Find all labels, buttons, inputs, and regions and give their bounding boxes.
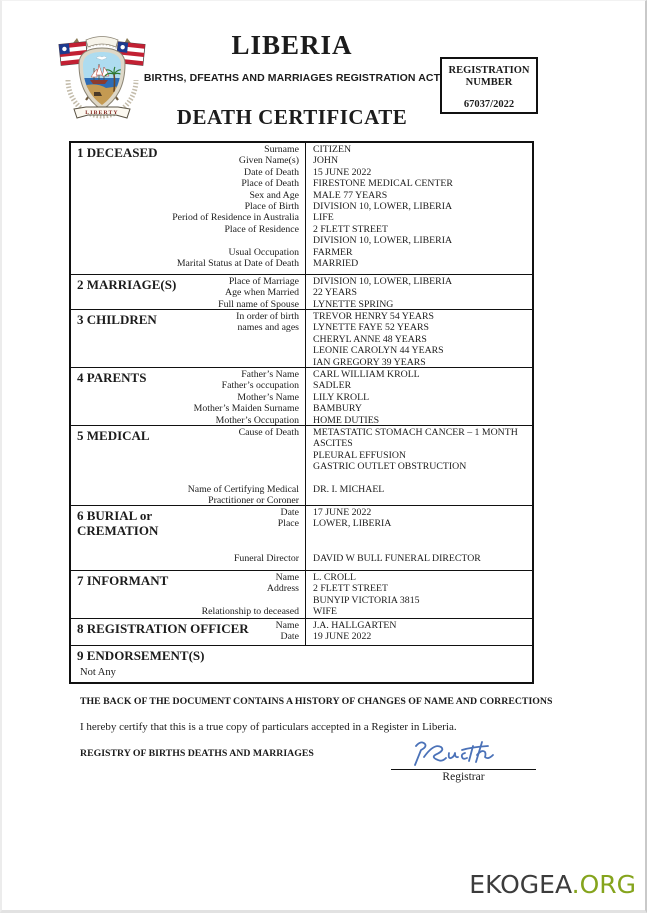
field-row (71, 495, 532, 506)
column-divider-line (305, 619, 306, 645)
field-value (305, 530, 532, 541)
field-label: Usual Occupation (228, 246, 299, 258)
emblem-motto: LIBERTY (85, 110, 119, 116)
field-value: MALE 77 YEARS (313, 189, 388, 201)
field-row (71, 235, 532, 246)
field-label: Place (277, 518, 299, 530)
section-title: 4 PARENTS (77, 370, 147, 385)
field-row (71, 212, 532, 223)
column-divider-line (305, 275, 306, 309)
field-label: Address (266, 583, 299, 595)
field-value: DAVID W BULL FUNERAL DIRECTOR (313, 552, 481, 564)
field-value: CARL WILLIAM KROLL (313, 369, 420, 380)
section-endorsements (71, 646, 532, 686)
section-medical (71, 426, 532, 506)
watermark-tld: .ORG (571, 870, 636, 899)
field-row (71, 178, 532, 189)
field-label: Place of Birth (244, 200, 299, 212)
field-row (71, 595, 532, 606)
field-label: Mother’s Occupation (215, 414, 299, 426)
field-label: Practitioner or Coroner (208, 495, 299, 506)
field-value: LEONIE CAROLYN 44 YEARS (313, 345, 444, 357)
field-label: Date of Death (244, 166, 299, 178)
field-value: 15 JUNE 2022 (313, 166, 372, 178)
signature-line (391, 769, 536, 770)
field-label (71, 334, 305, 345)
field-label: Date (280, 631, 299, 643)
field-value: LYNETTE SPRING (313, 298, 394, 310)
field-value: LYNETTE FAYE 52 YEARS (313, 322, 429, 334)
section-informant (71, 571, 532, 619)
field-label: Age when Married (225, 287, 299, 299)
field-value: LILY KROLL (313, 391, 370, 403)
field-value: GASTRIC OUTLET OBSTRUCTION (313, 461, 467, 473)
back-of-document-note: THE BACK OF THE DOCUMENT CONTAINS A HISTORY OF CHANGES OF NAME AND CORRECTIONS (80, 696, 553, 707)
field-row (71, 484, 532, 495)
section-registration-officer (71, 619, 532, 646)
watermark-name: EKOGEA (469, 870, 572, 899)
field-label: Name (275, 572, 299, 583)
field-value: 19 JUNE 2022 (313, 631, 372, 643)
section-children (71, 310, 532, 368)
document-title: DEATH CERTIFICATE (176, 105, 408, 129)
field-row (71, 461, 532, 472)
field-row (71, 606, 532, 617)
section-title: 1 DECEASED (77, 145, 158, 160)
field-value: MARRIED (313, 257, 359, 269)
field-label (71, 345, 305, 356)
field-value: DR. I. MICHAEL (313, 483, 385, 495)
field-label: Mother’s Maiden Surname (193, 403, 299, 415)
column-divider-line (305, 368, 306, 425)
field-value: 22 YEARS (313, 287, 357, 299)
section-title (77, 508, 158, 538)
field-value: HOME DUTIES (313, 414, 380, 426)
section-title: 3 CHILDREN (77, 312, 157, 327)
field-label: In order of birth (236, 311, 299, 322)
certification-statement: I hereby certify that this is a true copy of particulars accepted in a Register in Liberia. (80, 721, 457, 733)
field-value: FIRESTONE MEDICAL CENTER (313, 178, 453, 190)
field-row (71, 541, 532, 552)
registrar-signature-icon (404, 738, 524, 768)
field-row (71, 190, 532, 201)
field-value (305, 495, 532, 506)
field-label (71, 450, 305, 461)
field-label: Name of Certifying Medical (187, 483, 299, 495)
field-value: BUNYIP VICTORIA 3815 (313, 594, 420, 606)
field-label: Father’s occupation (221, 380, 299, 392)
signature-block (391, 738, 536, 783)
field-label: Father’s Name (241, 369, 299, 380)
field-row (71, 357, 532, 368)
field-label: Surname (264, 144, 299, 155)
field-label: Date (280, 507, 299, 518)
field-label (71, 541, 305, 552)
field-value: DIVISION 10, LOWER, LIBERIA (313, 235, 453, 247)
field-value: TREVOR HENRY 54 YEARS (313, 311, 434, 322)
field-label: Given Name(s) (238, 155, 299, 167)
signature-caption: Registrar (442, 771, 485, 783)
field-row (71, 224, 532, 235)
field-label (71, 461, 305, 472)
section-title-line1: 6 BURIAL or (77, 508, 153, 523)
field-value (305, 473, 532, 484)
field-label: Cause of Death (238, 427, 299, 438)
registration-act-subtitle: BIRTHS, DFEATHS AND MARRIAGES REGISTRATION ACT (143, 72, 441, 84)
field-row (71, 334, 532, 345)
field-value: IAN GREGORY 39 YEARS (313, 356, 426, 368)
registration-label-line2: NUMBER (465, 77, 513, 88)
section-title: 8 REGISTRATION OFFICER (77, 621, 249, 636)
field-value: PLEURAL EFFUSION (313, 449, 406, 461)
field-row (71, 258, 532, 269)
field-label (71, 595, 305, 606)
field-label: Name (275, 620, 299, 631)
field-value: DIVISION 10, LOWER, LIBERIA (313, 276, 453, 287)
country-title: LIBERIA (231, 30, 353, 60)
field-value: L. CROLL (313, 572, 356, 583)
column-divider-line (305, 310, 306, 367)
field-row (71, 473, 532, 484)
section-marriages (71, 275, 532, 310)
section-burial-cremation (71, 506, 532, 571)
field-value: BAMBURY (313, 403, 362, 415)
section-title: 2 MARRIAGE(S) (77, 277, 177, 292)
field-value: 17 JUNE 2022 (313, 507, 372, 518)
field-label: Place of Marriage (228, 276, 299, 287)
field-label: Mother’s Name (237, 391, 299, 403)
section-parents (71, 368, 532, 426)
field-value: LOWER, LIBERIA (313, 518, 392, 530)
field-row (71, 450, 532, 461)
registration-label-line1: REGISTRATION (448, 65, 530, 76)
field-row (71, 415, 532, 426)
section-title: 5 MEDICAL (77, 428, 150, 443)
field-value: 2 FLETT STREET (313, 223, 388, 235)
field-row (71, 392, 532, 403)
field-row (71, 247, 532, 258)
field-value: CHERYL ANNE 48 YEARS (313, 333, 427, 345)
field-label: Place of Death (241, 178, 299, 190)
field-row (71, 553, 532, 564)
column-divider-line (305, 506, 306, 570)
field-value (305, 541, 532, 552)
field-label: Place of Residence (224, 223, 299, 235)
column-divider-line (305, 571, 306, 618)
field-label: Full name of Spouse (218, 298, 299, 310)
section-title: 9 ENDORSEMENT(S) (77, 648, 205, 663)
section-deceased (71, 143, 532, 275)
section-title-line2: CREMATION (77, 523, 159, 538)
field-value: JOHN (313, 155, 339, 167)
column-divider-line (305, 143, 306, 274)
field-row (71, 299, 532, 310)
registry-line: REGISTRY OF BIRTHS DEATHS AND MARRIAGES (80, 748, 314, 759)
registration-number: 67037/2022 (463, 99, 515, 110)
section-title: 7 INFORMANT (77, 573, 169, 588)
field-label (71, 357, 305, 368)
field-value: ASCITES (313, 438, 353, 450)
endorsement-note: Not Any (80, 667, 116, 678)
field-row (71, 201, 532, 212)
field-value: CITIZEN (313, 144, 352, 155)
field-value: J.A. HALLGARTEN (313, 620, 397, 631)
field-label: Marital Status at Date of Death (176, 257, 299, 269)
field-value: WIFE (313, 606, 337, 618)
field-label (71, 235, 305, 246)
field-value: LIFE (313, 212, 334, 224)
field-value: SADLER (313, 380, 352, 392)
field-row (71, 345, 532, 356)
field-label: Sex and Age (249, 189, 299, 201)
field-value: DIVISION 10, LOWER, LIBERIA (313, 200, 453, 212)
field-value: METASTATIC STOMACH CANCER – 1 MONTH (313, 427, 518, 438)
field-value: 2 FLETT STREET (313, 583, 388, 595)
watermark-logo (469, 870, 636, 899)
registration-number-box (440, 57, 538, 114)
field-label: Funeral Director (233, 552, 299, 564)
certificate-table (69, 141, 534, 684)
field-label (71, 473, 305, 484)
field-value: FARMER (313, 246, 353, 258)
field-label: Relationship to deceased (201, 606, 299, 618)
field-label: Period of Residence in Australia (172, 212, 299, 224)
field-row (71, 403, 532, 414)
field-label: names and ages (237, 322, 299, 334)
column-divider-line (305, 426, 306, 505)
field-row (71, 167, 532, 178)
